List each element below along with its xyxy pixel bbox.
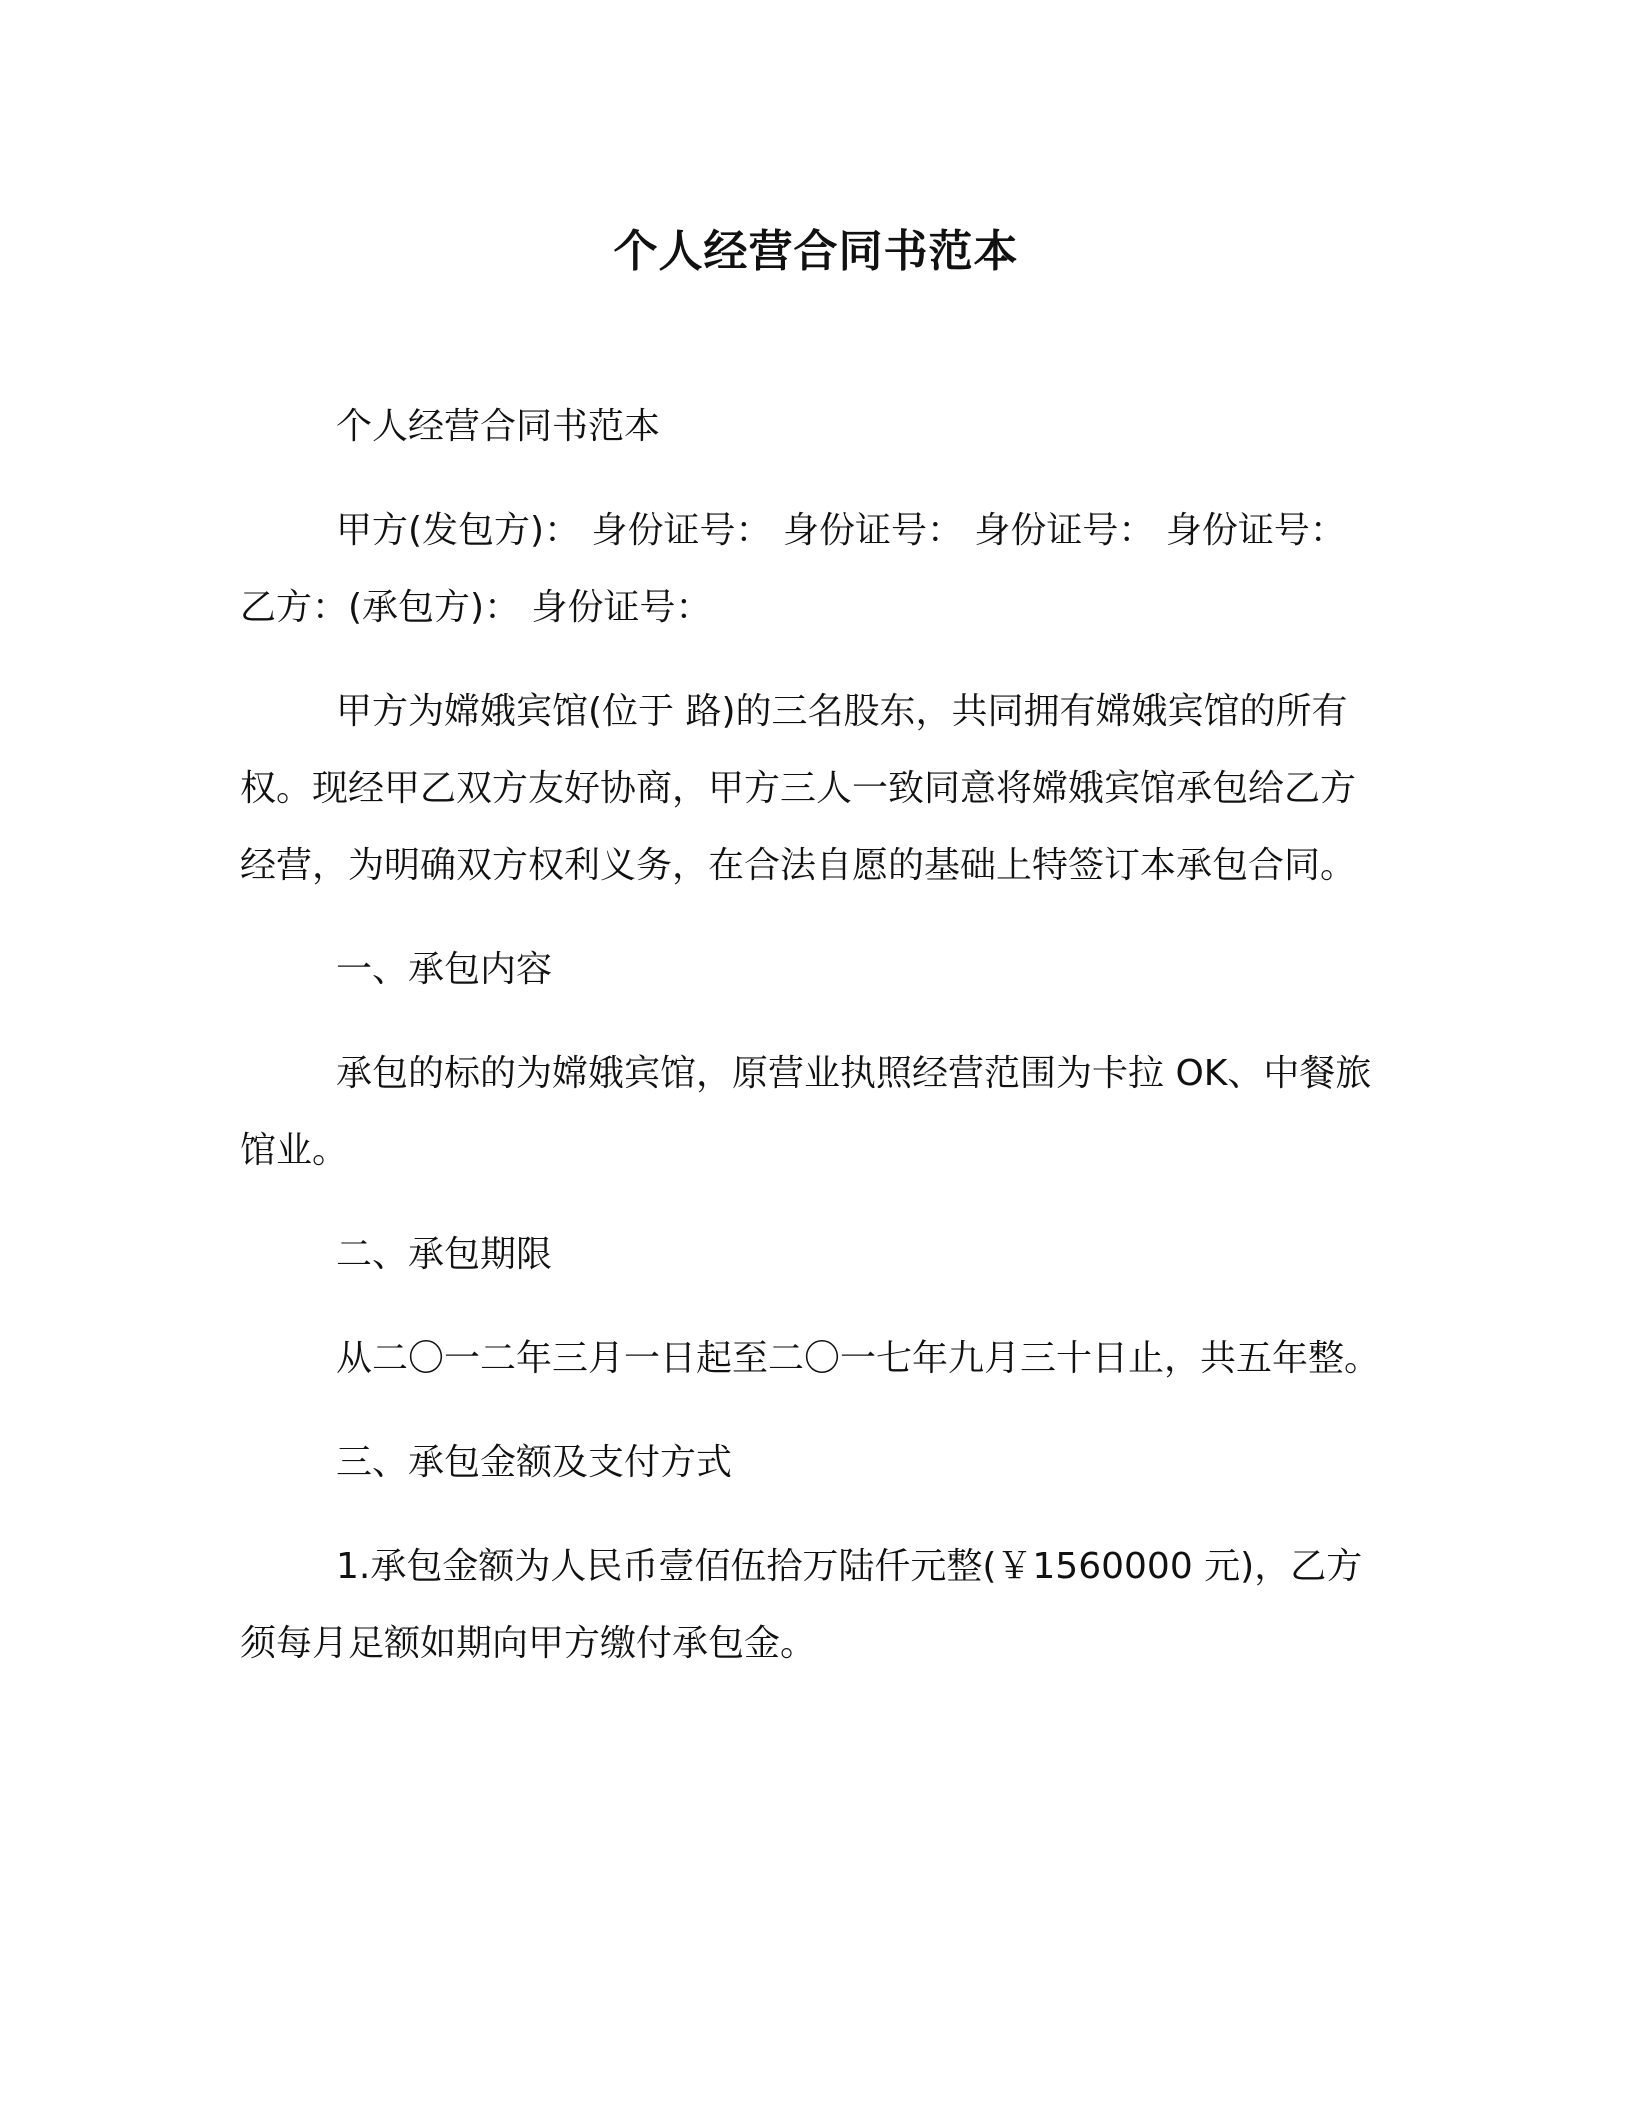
party-b-line: 乙方：(承包方)： 身份证号： — [240, 587, 712, 628]
contract-subject-paragraph: 承包的标的为嫦娥宾馆，原营业执照经营范围为卡拉 OK、中餐旅馆业。 — [240, 1053, 1372, 1171]
section-heading-term: 二、承包期限 — [336, 1234, 553, 1275]
document-body — [240, 388, 1390, 1709]
payment-amount-paragraph: 1.承包金额为人民币壹佰伍拾万陆仟元整(￥1560000 元)，乙方须每月足额如期向甲方缴付承包金。 — [240, 1546, 1363, 1664]
section-heading-content: 一、承包内容 — [336, 949, 553, 990]
subtitle-paragraph: 个人经营合同书范本 — [336, 406, 661, 447]
preamble-paragraph: 甲方为嫦娥宾馆(位于 路)的三名股东，共同拥有嫦娥宾馆的所有权。现经甲乙双方友好协商，甲方三人一致同意将嫦娥宾馆承包给乙方经营，为明确双方权利义务，在合法自愿的基础上特签订本承包合同。 — [240, 691, 1357, 886]
section-heading-payment: 三、承包金额及支付方式 — [336, 1442, 733, 1483]
contract-term-paragraph: 从二〇一二年三月一日起至二〇一七年九月三十日止，共五年整。 — [336, 1338, 1381, 1379]
document-title: 个人经营合同书范本 — [613, 226, 1019, 277]
party-a-line: 甲方(发包方)： 身份证号： 身份证号： 身份证号： 身份证号： — [336, 510, 1346, 551]
